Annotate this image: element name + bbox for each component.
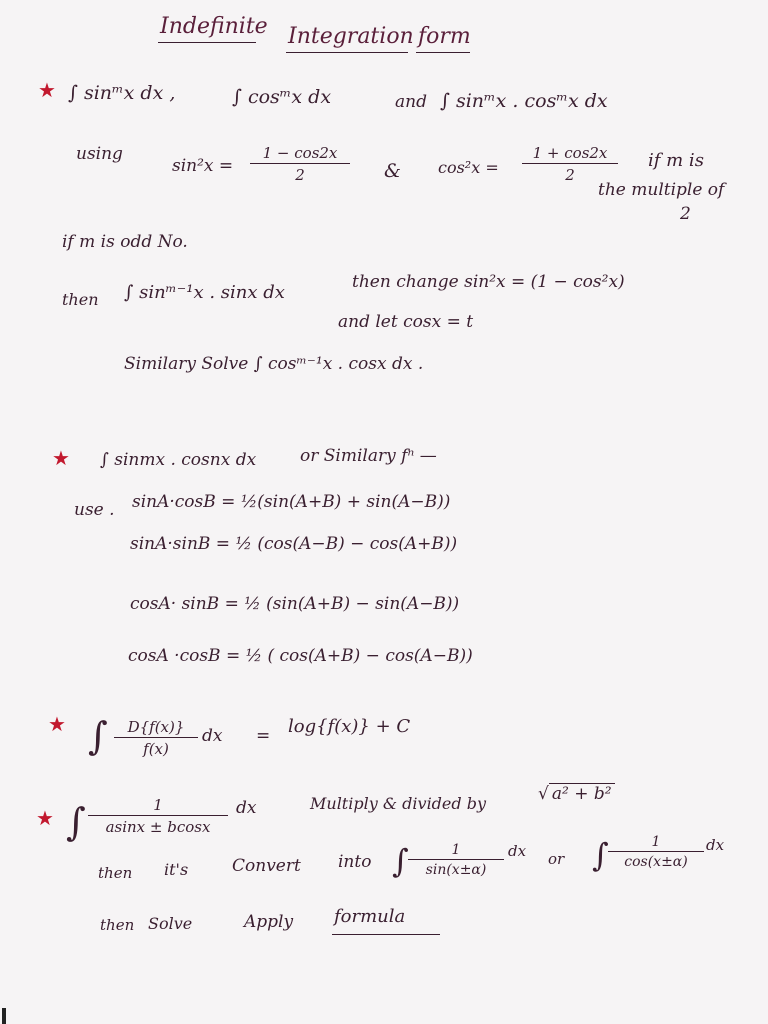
sin-squared-numerator: 1 − cos2x	[250, 144, 350, 164]
let-substitution: and let cosx = t	[338, 312, 474, 332]
linear-trig-numerator: 1	[88, 796, 228, 816]
odd-case-text: if m is odd No.	[62, 232, 188, 252]
heading-word-1: Indefinite	[160, 14, 268, 39]
binder-mark	[2, 1008, 6, 1024]
star-bullet-4: ★	[36, 806, 54, 830]
convert-fraction-sin	[408, 842, 504, 878]
integral-sign-4: ∫	[66, 800, 86, 844]
heading-underline-2	[286, 52, 408, 53]
change-substitution: then change sin²x = (1 − cos²x)	[352, 272, 625, 292]
multiply-divide-text: Multiply & divided by	[310, 794, 486, 813]
sin-squared-denominator: 2	[295, 166, 305, 184]
its-text: it's	[164, 860, 189, 879]
cos-squared-lhs: cos²x =	[438, 158, 499, 177]
log-derivative-denominator: f(x)	[143, 740, 169, 758]
star-bullet-2: ★	[52, 446, 70, 470]
sqrt-argument: a² + b²	[549, 783, 615, 804]
dx-4: dx	[236, 798, 257, 818]
formula-underline	[332, 934, 440, 935]
using-text: using	[76, 144, 123, 164]
convert-sin-numerator: 1	[408, 842, 504, 860]
then-text-final: then	[100, 916, 135, 934]
condition-line-2: the multiple of	[598, 180, 725, 200]
integral-sign-convert-1: ∫	[392, 842, 409, 880]
formula-text: formula	[334, 906, 406, 927]
dx-convert-2: dx	[706, 836, 725, 854]
solve-text: Solve	[148, 914, 193, 933]
heading-word-3: form	[418, 24, 471, 49]
star-bullet-3: ★	[48, 712, 66, 736]
sin-squared-fraction	[250, 144, 350, 184]
star-bullet-1: ★	[38, 78, 56, 102]
convert-cos-denominator: cos(x±α)	[624, 854, 688, 870]
condition-line-1: if m is	[648, 150, 704, 171]
into-text: into	[338, 852, 372, 872]
condition-line-3: 2	[680, 204, 691, 224]
linear-trig-fraction	[88, 796, 228, 836]
log-derivative-fraction	[114, 718, 198, 758]
identity-sin-sin: sinA·sinB = ½ (cos(A−B) − cos(A+B))	[130, 534, 458, 554]
identity-sin-cos: sinA·cosB = ½(sin(A+B) + sin(A−B))	[132, 492, 451, 512]
integral-sin-cos-power: ∫ sinᵐx . cosᵐx dx	[440, 90, 608, 112]
integral-sin-power: ∫ sinᵐx dx ,	[68, 82, 176, 104]
sqrt-sign: √	[538, 784, 549, 804]
dx-3: dx	[202, 726, 223, 746]
dx-convert-1: dx	[508, 842, 527, 860]
or-similary-text: or Similary fⁿ —	[300, 446, 437, 466]
then-integral: ∫ sinᵐ⁻¹x . sinx dx	[124, 282, 285, 303]
similarly-solve: Similary Solve ∫ cosᵐ⁻¹x . cosx dx .	[124, 354, 424, 374]
cos-squared-numerator: 1 + cos2x	[522, 144, 618, 164]
then-label: then	[62, 290, 99, 309]
linear-trig-denominator: asinx ± bcosx	[105, 818, 211, 836]
cos-squared-fraction	[522, 144, 618, 184]
apply-text: Apply	[244, 912, 294, 932]
integral-sign-convert-2: ∫	[592, 836, 609, 874]
heading-word-2: Integration	[288, 24, 414, 49]
or-text-4: or	[548, 850, 565, 868]
use-text: use .	[74, 500, 115, 520]
log-derivative-numerator: D{f(x)}	[114, 718, 198, 738]
sin-squared-lhs: sin²x =	[172, 156, 234, 176]
and-text: and	[395, 92, 427, 112]
identity-cos-cos: cosA ·cosB = ½ ( cos(A+B) − cos(A−B))	[128, 646, 473, 666]
sqrt-expression	[538, 784, 615, 804]
integral-sign-3: ∫	[88, 714, 108, 758]
ampersand: &	[384, 160, 401, 182]
identity-cos-sin: cosA· sinB = ½ (sin(A+B) − sin(A−B))	[130, 594, 460, 614]
integral-cos-power: ∫ cosᵐx dx	[232, 86, 332, 108]
product-integral: ∫ sinmx . cosnx dx	[100, 450, 257, 470]
heading-underline-3	[416, 52, 470, 53]
convert-text: Convert	[232, 856, 301, 876]
convert-sin-denominator: sin(x±α)	[425, 862, 487, 878]
convert-fraction-cos	[608, 834, 704, 870]
cos-squared-denominator: 2	[565, 166, 575, 184]
equals-3: =	[256, 726, 271, 746]
then-text-4: then	[98, 864, 133, 882]
convert-cos-numerator: 1	[608, 834, 704, 852]
heading-underline-1	[158, 42, 256, 43]
log-result: log{f(x)} + C	[288, 716, 411, 737]
